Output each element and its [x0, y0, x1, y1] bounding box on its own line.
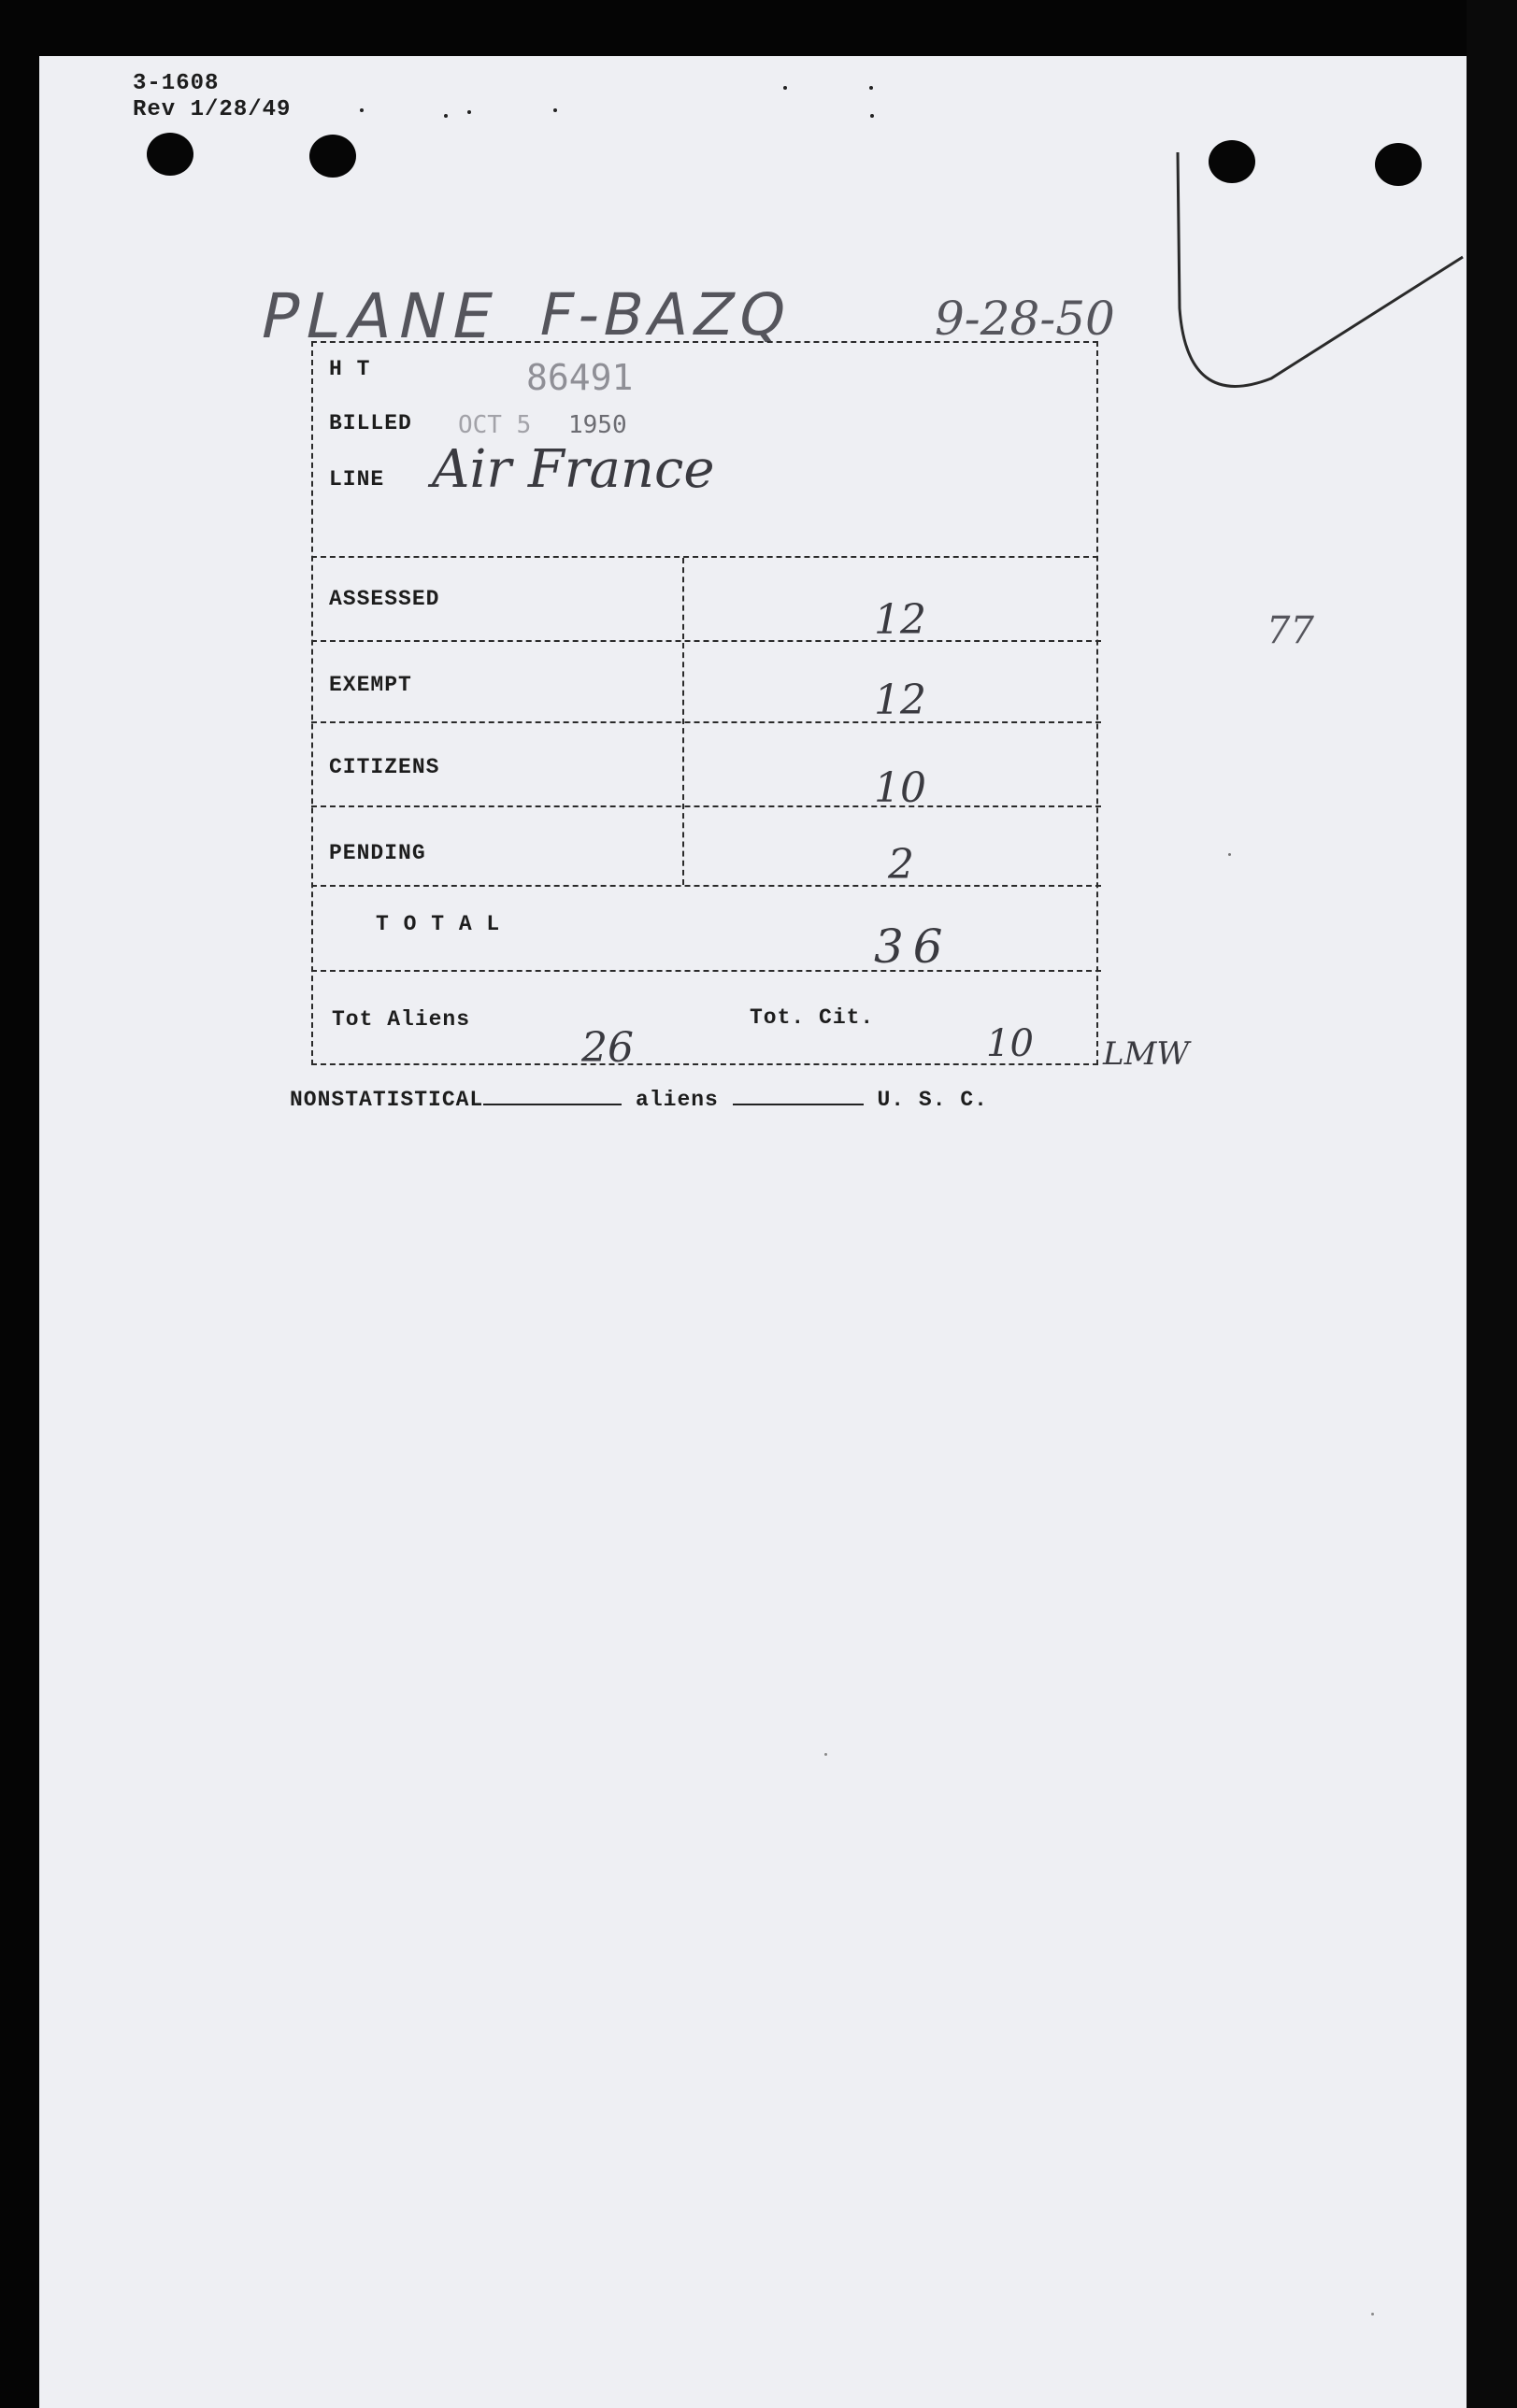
form-revision: Rev 1/28/49: [133, 97, 292, 122]
speck: [444, 114, 448, 118]
aliens-blank: [733, 1104, 864, 1105]
handwritten-citizens: 10: [874, 764, 926, 812]
billed-year-stamp: 1950: [568, 411, 627, 439]
handwritten-tot-cit: 10: [986, 1022, 1034, 1065]
handwritten-registration: F-BAZQ: [533, 280, 798, 349]
punch-hole: [309, 135, 356, 178]
speck: [1228, 853, 1231, 856]
scan-border: [1467, 0, 1517, 2408]
handwritten-total: 36: [874, 919, 952, 974]
row-divider: [311, 640, 1101, 642]
handwritten-exempt: 12: [874, 677, 926, 724]
bracket-mark: [1159, 145, 1467, 406]
row-divider: [311, 556, 1098, 558]
citizens-label: CITIZENS: [329, 755, 440, 779]
speck: [870, 114, 874, 118]
handwritten-date: 9-28-50: [935, 292, 1115, 346]
usc-label: U. S. C.: [877, 1088, 988, 1112]
exempt-label: EXEMPT: [329, 673, 412, 697]
billed-label: BILLED: [329, 411, 412, 435]
handwritten-assessed: 12: [874, 596, 926, 644]
punch-hole: [147, 133, 193, 176]
speck: [783, 86, 787, 90]
speck: [1371, 2313, 1374, 2315]
ht-number-stamp: 86491: [526, 357, 634, 398]
handwritten-pending: 2: [888, 841, 914, 889]
billed-date-stamp: OCT 5: [458, 411, 532, 439]
total-label: T O T A L: [376, 912, 501, 936]
row-divider: [311, 805, 1101, 807]
row-divider: [311, 885, 1101, 887]
tot-aliens-label: Tot Aliens: [332, 1007, 471, 1032]
handwritten-plane: PLANE: [253, 280, 508, 352]
form-number: 3-1608: [133, 71, 220, 96]
assessed-label: ASSESSED: [329, 587, 440, 611]
nonstatistical-blank: [483, 1104, 622, 1105]
handwritten-initials: LMW: [1103, 1035, 1190, 1073]
line-label: LINE: [329, 467, 385, 492]
handwritten-line: Air France: [432, 439, 715, 500]
speck: [869, 86, 873, 90]
speck: [360, 108, 364, 112]
margin-note: 77: [1267, 609, 1314, 652]
column-divider: [682, 558, 684, 885]
ht-label: H T: [329, 357, 371, 381]
speck: [467, 110, 471, 114]
nonstatistical-line: [290, 1088, 988, 1112]
aliens-label: aliens: [636, 1088, 719, 1112]
handwritten-tot-aliens: 26: [581, 1024, 634, 1072]
nonstatistical-label: NONSTATISTICAL: [290, 1088, 484, 1112]
tot-cit-label: Tot. Cit.: [750, 1005, 875, 1030]
speck: [824, 1753, 827, 1756]
row-divider: [311, 721, 1101, 723]
pending-label: PENDING: [329, 841, 426, 865]
row-divider: [311, 970, 1101, 972]
speck: [553, 108, 557, 112]
